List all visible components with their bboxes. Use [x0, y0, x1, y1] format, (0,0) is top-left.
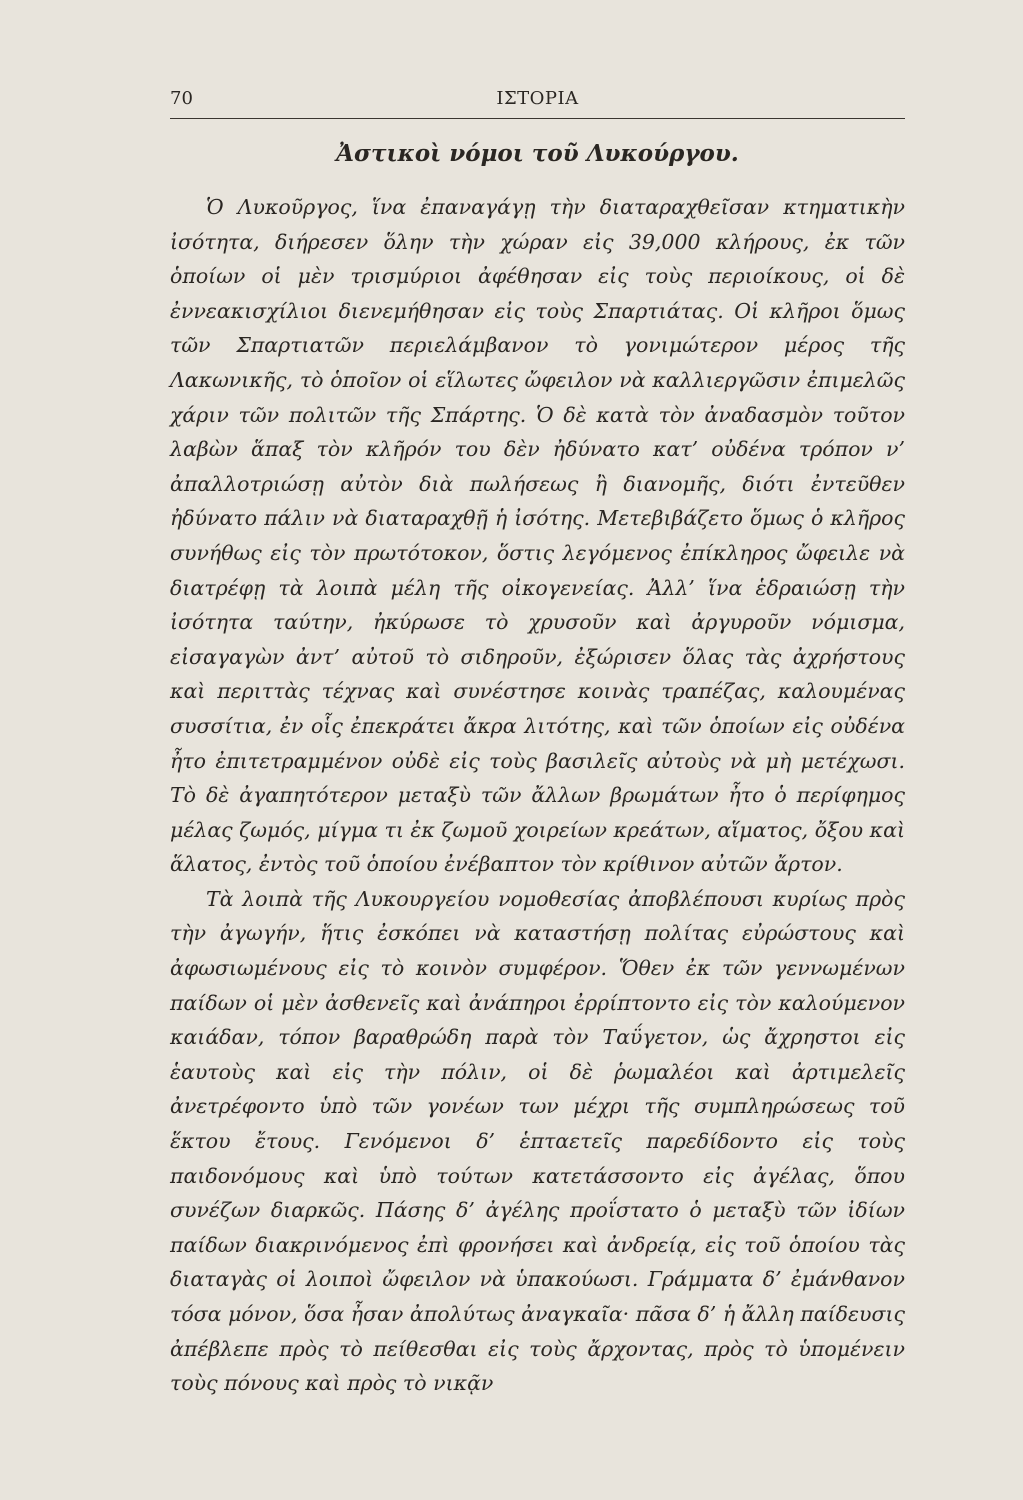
section-title: Ἀστικοὶ νόμοι τοῦ Λυκούργου. — [336, 140, 739, 167]
page-number: 70 — [170, 88, 193, 109]
paragraph: Τὰ λοιπὰ τῆς Λυκουργείου νομοθεσίας ἀποβλέπουσι κυρίως πρὸς τὴν ἀγωγήν, ἥτις ἐσκόπει νὰ καταστήσῃ πολίτας εὐρώστους καὶ ἀφωσιωμένους εἰς τὸ κοινὸν συμφέρον. Ὅθεν ἐκ τῶν γεννωμένων παίδων οἱ μὲν ἀσθενεῖς καὶ ἀνάπηροι ἐρρίπτοντο εἰς τὸν καλούμενον καιάδαν, τόπον βαραθρώδη παρὰ τὸν Ταΰγετον, ὡς ἄχρηστοι εἰς ἑαυτοὺς καὶ εἰς τὴν πόλιν, οἱ δὲ ῥωμαλέοι καὶ ἀρτιμελεῖς ἀνετρέφοντο ὑπὸ τῶν γονέων των μέχρι τῆς συμπληρώσεως τοῦ ἕκτου ἔτους. Γενόμενοι δ’ ἑπταετεῖς παρεδίδοντο εἰς τοὺς παιδονόμους καὶ ὑπὸ τούτων κατετάσσοντο εἰς ἀγέλας, ὅπου συνέζων διαρκῶς. Πάσης δ’ ἀγέλης προΐστατο ὁ μεταξὺ τῶν ἰδίων παίδων διακρινόμενος ἐπὶ φρονήσει καὶ ἀνδρείᾳ, εἰς τοῦ ὁποίου τὰς διαταγὰς οἱ λοιποὶ ὤφειλον νὰ ὑπακούωσι. Γράμματα δ’ ἐμάνθανον τόσα μόνον, ὅσα ἦσαν ἀπολύτως ἀναγκαῖα· πᾶσα δ’ ἡ ἄλλη παίδευσις ἀπέβλεπε πρὸς τὸ πείθεσθαι εἰς τοὺς ἄρχοντας, πρὸς τὸ ὑπομένειν τοὺς πόνους καὶ πρὸς τὸ νικᾷν — [170, 886, 905, 1396]
body-text — [170, 190, 905, 1401]
page-header — [170, 88, 905, 119]
running-head: ΙΣΤΟΡΙΑ — [496, 88, 579, 109]
paragraph: Ὁ Λυκοῦργος, ἵνα ἐπαναγάγῃ τὴν διαταραχθεῖσαν κτηματικὴν ἰσότητα, διήρεσεν ὅλην τὴν χώραν εἰς 39,000 κλήρους, ἐκ τῶν ὁποίων οἱ μὲν τρισμύριοι ἀφέθησαν εἰς τοὺς περιοίκους, οἱ δὲ ἐννεακισχίλιοι διενεμήθησαν εἰς τοὺς Σπαρτιάτας. Οἱ κλῆροι ὅμως τῶν Σπαρτιατῶν περιελάμβανον τὸ γονιμώτερον μέρος τῆς Λακωνικῆς, τὸ ὁποῖον οἱ εἵλωτες ὤφειλον νὰ καλλιεργῶσιν ἐπιμελῶς χάριν τῶν πολιτῶν τῆς Σπάρτης. Ὁ δὲ κατὰ τὸν ἀναδασμὸν τοῦτον λαβὼν ἅπαξ τὸν κλῆρόν του δὲν ἠδύνατο κατ’ οὐδένα τρόπον ν’ ἀπαλλοτριώσῃ αὐτὸν διὰ πωλήσεως ἢ διανομῆς, διότι ἐντεῦθεν ἠδύνατο πάλιν νὰ διαταραχθῇ ἡ ἰσότης. Μετεβιβάζετο ὅμως ὁ κλῆρος συνήθως εἰς τὸν πρωτότοκον, ὅστις λεγόμενος ἐπίκληρος ὤφειλε νὰ διατρέφῃ τὰ λοιπὰ μέλη τῆς οἰκογενείας. Ἀλλ’ ἵνα ἑδραιώσῃ τὴν ἰσότητα ταύτην, ἠκύρωσε τὸ χρυσοῦν καὶ ἀργυροῦν νόμισμα, εἰσαγαγὼν ἀντ’ αὐτοῦ τὸ σιδηροῦν, ἐξώρισεν ὅλας τὰς ἀχρήστους καὶ περιττὰς τέχνας καὶ συνέστησε κοινὰς τραπέζας, καλουμένας συσσίτια, ἐν οἷς ἐπεκράτει ἄκρα λιτότης, καὶ τῶν ὁποίων εἰς οὐδένα ἦτο ἐπιτετραμμένον οὐδὲ εἰς τοὺς βασιλεῖς αὐτοὺς νὰ μὴ μετέχωσι. Τὸ δὲ ἀγαπητότερον μεταξὺ τῶν ἄλλων βρωμάτων ἦτο ὁ περίφημος μέλας ζωμός, μίγμα τι ἐκ ζωμοῦ χοιρείων κρεάτων, αἵματος, ὄξου καὶ ἅλατος, ἐντὸς τοῦ ὁποίου ἐνέβαπτον τὸν κρίθινον αὐτῶν ἄρτον. — [170, 195, 905, 877]
